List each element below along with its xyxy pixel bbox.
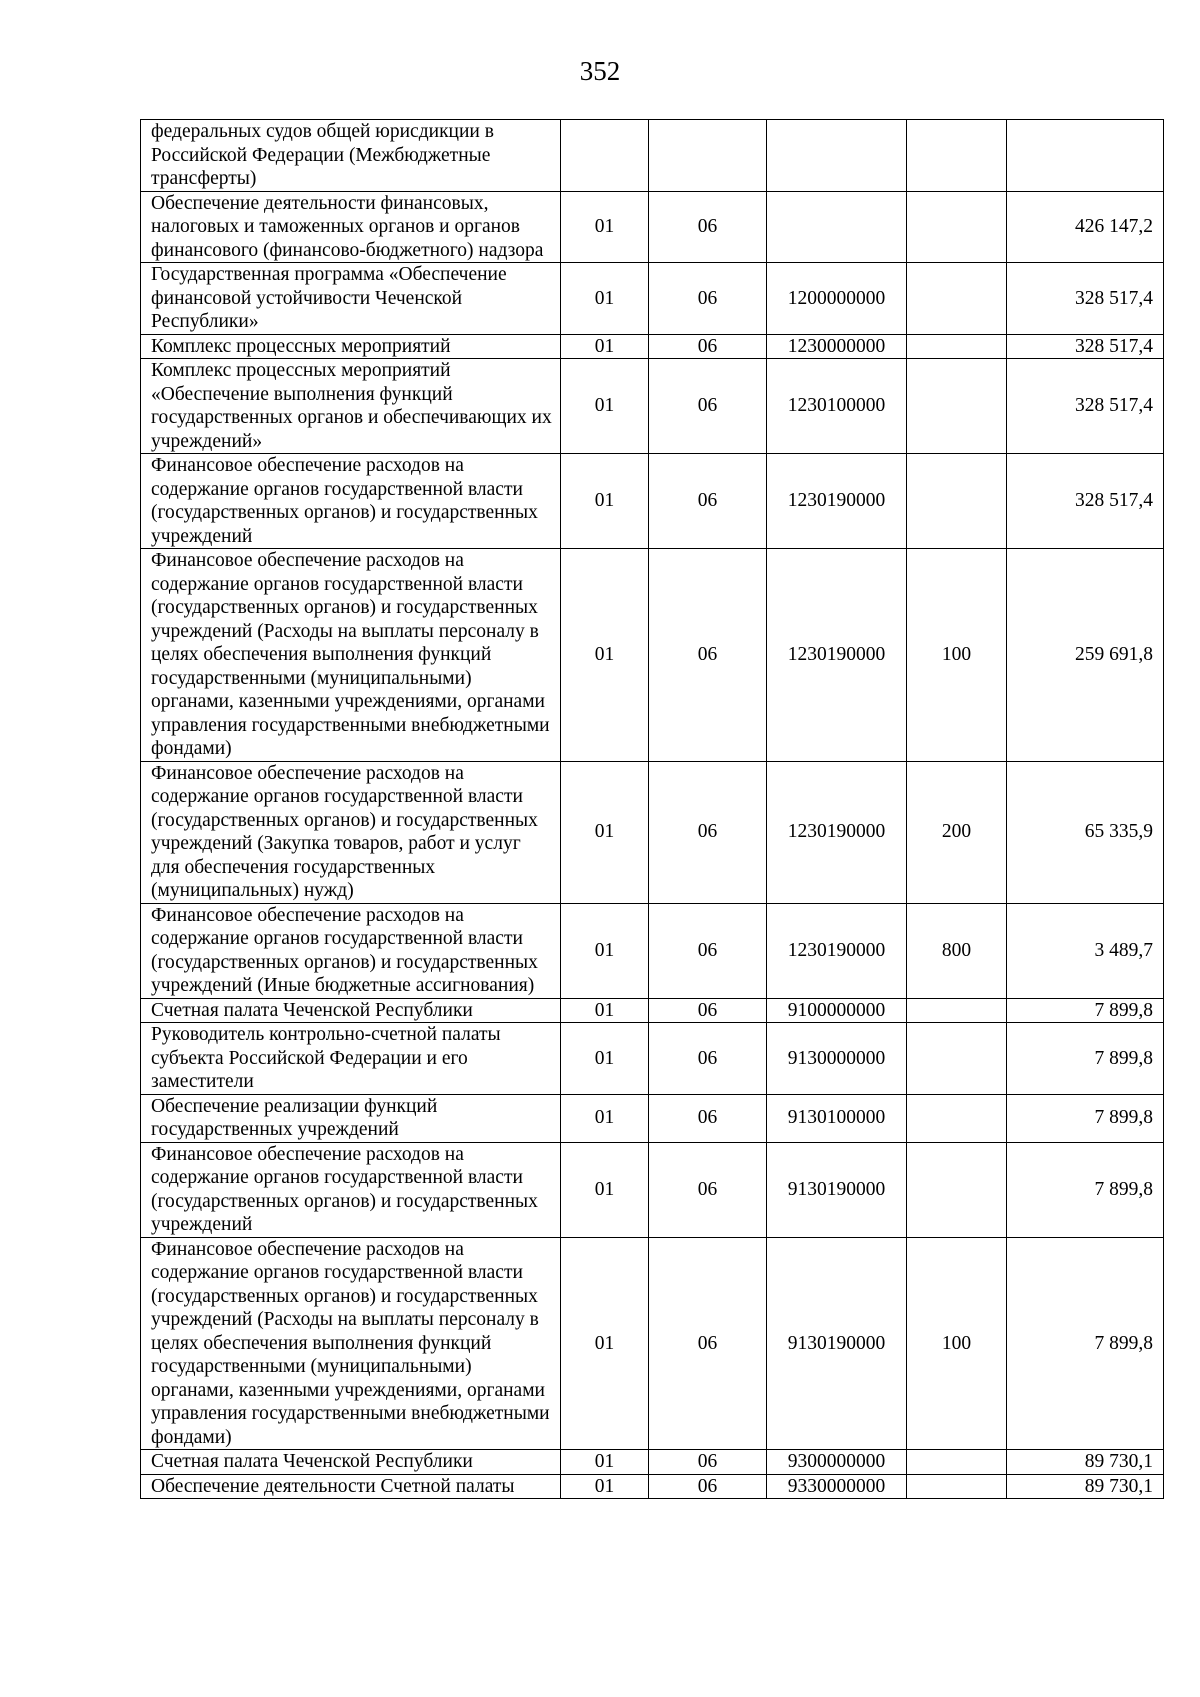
row-target-article-cell: 1200000000 (767, 263, 907, 335)
row-expense-type-cell (907, 1450, 1007, 1475)
row-name-cell: Финансовое обеспечение расходов на содержание органов государственной власти (государственных органов) и государственных учреждений (Расходы на выплаты персоналу в целях обеспечения выполнения функций государственными (муниципальными) органами, казенными учреждениями, органами управления государственными внебюджетными фондами) (141, 549, 561, 762)
table-row (141, 1474, 1164, 1499)
budget-table (140, 119, 1164, 1499)
row-subsection-cell: 06 (649, 454, 767, 549)
row-amount-cell (1007, 120, 1164, 192)
row-amount-cell: 328 517,4 (1007, 359, 1164, 454)
table-row (141, 998, 1164, 1023)
table-row (141, 334, 1164, 359)
row-target-article-cell (767, 191, 907, 263)
table-row (141, 359, 1164, 454)
row-subsection-cell: 06 (649, 903, 767, 998)
row-target-article-cell: 1230100000 (767, 359, 907, 454)
row-amount-cell: 7 899,8 (1007, 1094, 1164, 1142)
row-expense-type-cell (907, 191, 1007, 263)
row-expense-type-cell (907, 1142, 1007, 1237)
row-expense-type-cell (907, 1023, 1007, 1095)
row-subsection-cell: 06 (649, 1142, 767, 1237)
row-subsection-cell: 06 (649, 359, 767, 454)
row-amount-cell: 7 899,8 (1007, 1142, 1164, 1237)
row-expense-type-cell (907, 120, 1007, 192)
table-row (141, 191, 1164, 263)
page-number: 352 (579, 56, 621, 86)
row-name-cell: Обеспечение реализации функций государственных учреждений (141, 1094, 561, 1142)
row-target-article-cell: 9330000000 (767, 1474, 907, 1499)
row-name-cell: Обеспечение деятельности финансовых, налоговых и таможенных органов и органов финансового (финансово-бюджетного) надзора (141, 191, 561, 263)
row-name-cell: Финансовое обеспечение расходов на содержание органов государственной власти (государственных органов) и государственных учреждений (Иные бюджетные ассигнования) (141, 903, 561, 998)
row-target-article-cell: 9130190000 (767, 1142, 907, 1237)
row-target-article-cell: 1230000000 (767, 334, 907, 359)
row-section-cell: 01 (561, 903, 649, 998)
row-name-cell: Финансовое обеспечение расходов на содержание органов государственной власти (государственных органов) и государственных учреждений (141, 454, 561, 549)
row-target-article-cell (767, 120, 907, 192)
row-expense-type-cell: 800 (907, 903, 1007, 998)
row-amount-cell: 3 489,7 (1007, 903, 1164, 998)
row-subsection-cell (649, 120, 767, 192)
row-section-cell: 01 (561, 1237, 649, 1450)
row-name-cell: Финансовое обеспечение расходов на содержание органов государственной власти (государственных органов) и государственных учреждений (Расходы на выплаты персоналу в целях обеспечения выполнения функций государственными (муниципальными) органами, казенными учреждениями, органами управления государственными внебюджетными фондами) (141, 1237, 561, 1450)
row-expense-type-cell (907, 334, 1007, 359)
table-row (141, 1023, 1164, 1095)
row-section-cell: 01 (561, 263, 649, 335)
row-amount-cell: 7 899,8 (1007, 1237, 1164, 1450)
row-expense-type-cell: 200 (907, 761, 1007, 903)
row-name-cell: Финансовое обеспечение расходов на содержание органов государственной власти (государственных органов) и государственных учреждений (Закупка товаров, работ и услуг для обеспечения государственных (муниципальных) нужд) (141, 761, 561, 903)
row-name-cell: федеральных судов общей юрисдикции в Российской Федерации (Межбюджетные трансферты) (141, 120, 561, 192)
row-section-cell (561, 120, 649, 192)
row-name-cell: Комплекс процессных мероприятий «Обеспечение выполнения функций государственных органов и обеспечивающих их учреждений» (141, 359, 561, 454)
row-subsection-cell: 06 (649, 1023, 767, 1095)
row-amount-cell: 328 517,4 (1007, 263, 1164, 335)
row-subsection-cell: 06 (649, 761, 767, 903)
row-amount-cell: 7 899,8 (1007, 998, 1164, 1023)
row-subsection-cell: 06 (649, 334, 767, 359)
row-amount-cell: 65 335,9 (1007, 761, 1164, 903)
row-section-cell: 01 (561, 1142, 649, 1237)
row-subsection-cell: 06 (649, 1237, 767, 1450)
row-amount-cell: 426 147,2 (1007, 191, 1164, 263)
row-section-cell: 01 (561, 1450, 649, 1475)
table-row (141, 549, 1164, 762)
row-target-article-cell: 9130190000 (767, 1237, 907, 1450)
row-expense-type-cell (907, 454, 1007, 549)
row-amount-cell: 89 730,1 (1007, 1450, 1164, 1475)
row-section-cell: 01 (561, 761, 649, 903)
row-expense-type-cell: 100 (907, 1237, 1007, 1450)
row-target-article-cell: 1230190000 (767, 761, 907, 903)
row-name-cell: Счетная палата Чеченской Республики (141, 1450, 561, 1475)
row-name-cell: Финансовое обеспечение расходов на содержание органов государственной власти (государственных органов) и государственных учреждений (141, 1142, 561, 1237)
table-row (141, 454, 1164, 549)
row-amount-cell: 328 517,4 (1007, 454, 1164, 549)
row-subsection-cell: 06 (649, 998, 767, 1023)
table-row (141, 1142, 1164, 1237)
budget-table-body (141, 120, 1164, 1499)
row-expense-type-cell (907, 998, 1007, 1023)
row-subsection-cell: 06 (649, 191, 767, 263)
table-row (141, 903, 1164, 998)
row-expense-type-cell: 100 (907, 549, 1007, 762)
row-target-article-cell: 9100000000 (767, 998, 907, 1023)
table-row (141, 1237, 1164, 1450)
row-target-article-cell: 1230190000 (767, 903, 907, 998)
row-section-cell: 01 (561, 1023, 649, 1095)
row-expense-type-cell (907, 1094, 1007, 1142)
row-subsection-cell: 06 (649, 263, 767, 335)
row-section-cell: 01 (561, 1474, 649, 1499)
row-amount-cell: 89 730,1 (1007, 1474, 1164, 1499)
row-section-cell: 01 (561, 191, 649, 263)
row-subsection-cell: 06 (649, 1450, 767, 1475)
table-row (141, 263, 1164, 335)
row-subsection-cell: 06 (649, 549, 767, 762)
row-section-cell: 01 (561, 1094, 649, 1142)
row-target-article-cell: 1230190000 (767, 549, 907, 762)
row-section-cell: 01 (561, 454, 649, 549)
table-row (141, 761, 1164, 903)
row-section-cell: 01 (561, 998, 649, 1023)
row-subsection-cell: 06 (649, 1474, 767, 1499)
row-target-article-cell: 9130100000 (767, 1094, 907, 1142)
row-expense-type-cell (907, 263, 1007, 335)
row-name-cell: Государственная программа «Обеспечение финансовой устойчивости Чеченской Республики» (141, 263, 561, 335)
row-expense-type-cell (907, 1474, 1007, 1499)
row-amount-cell: 7 899,8 (1007, 1023, 1164, 1095)
row-target-article-cell: 1230190000 (767, 454, 907, 549)
row-expense-type-cell (907, 359, 1007, 454)
row-target-article-cell: 9130000000 (767, 1023, 907, 1095)
row-name-cell: Комплекс процессных мероприятий (141, 334, 561, 359)
row-section-cell: 01 (561, 334, 649, 359)
row-name-cell: Руководитель контрольно-счетной палаты субъекта Российской Федерации и его заместители (141, 1023, 561, 1095)
row-section-cell: 01 (561, 359, 649, 454)
row-section-cell: 01 (561, 549, 649, 762)
row-amount-cell: 259 691,8 (1007, 549, 1164, 762)
row-target-article-cell: 9300000000 (767, 1450, 907, 1475)
table-row (141, 120, 1164, 192)
row-name-cell: Обеспечение деятельности Счетной палаты (141, 1474, 561, 1499)
row-subsection-cell: 06 (649, 1094, 767, 1142)
row-amount-cell: 328 517,4 (1007, 334, 1164, 359)
table-row (141, 1450, 1164, 1475)
row-name-cell: Счетная палата Чеченской Республики (141, 998, 561, 1023)
table-row (141, 1094, 1164, 1142)
